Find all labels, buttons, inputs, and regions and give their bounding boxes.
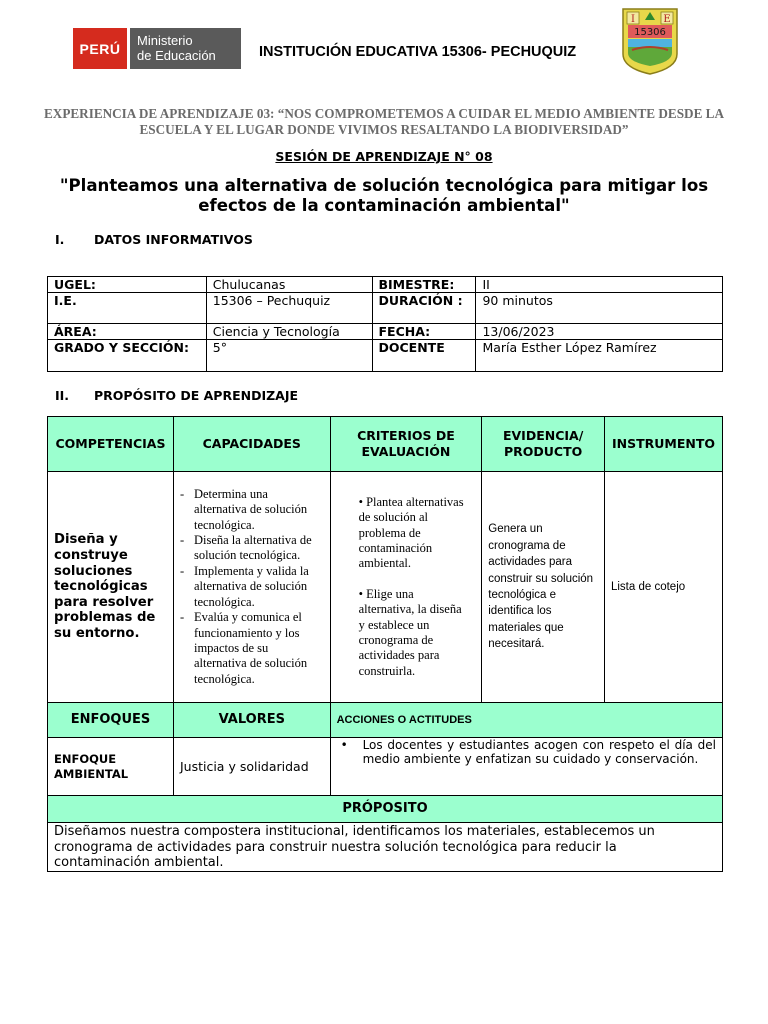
- minedu-logo: [73, 28, 241, 69]
- section-1-label: DATOS INFORMATIVOS: [94, 232, 253, 247]
- capacidad-item: - Evalúa y comunica el funcionamiento y los impactos de su alternativa de solución tecnológica.: [180, 610, 324, 687]
- accion-item: • Los docentes y estudiantes acogen con respeto el día del medio ambiente y enfatizan su cuidado y conservación.: [340, 738, 716, 766]
- session-title: SESIÓN DE APRENDIZAJE N° 08: [275, 149, 493, 164]
- bimestre-value: II: [476, 277, 723, 293]
- capacidad-text: Determina una alternativa de solución tecnológica.: [193, 486, 308, 532]
- competencia-cell: Diseña y construye soluciones tecnológicas para resolver problemas de su entorno.: [48, 472, 174, 703]
- experience-title: EXPERIENCIA DE APRENDIZAJE 03: “NOS COMPROMETEMOS A CUIDAR EL MEDIO AMBIENTE DESDE LA ESCUELA Y EL LUGAR DONDE VIVIMOS RESALTANDO LA BIODIVERSIDAD”: [44, 106, 724, 137]
- capacidad-item: - Diseña la alternativa de solución tecnológica.: [180, 533, 324, 564]
- ministry-line-2: de Educación: [137, 48, 216, 63]
- criterio-item: • Plantea alternativas de solución al problema de contaminación ambiental.: [358, 494, 464, 571]
- grado-value: 5°: [206, 340, 372, 372]
- fecha-label: FECHA:: [372, 324, 476, 340]
- header-capacidades: CAPACIDADES: [173, 417, 330, 472]
- capacidad-text: Evalúa y comunica el funcionamiento y los impactos de su alternativa de solución tecnológica.: [193, 610, 308, 686]
- header-valores: VALORES: [173, 703, 330, 738]
- bimestre-label: BIMESTRE:: [372, 277, 476, 293]
- docente-label: DOCENTE: [372, 340, 476, 372]
- header-proposito: PRÓPOSITO: [48, 796, 723, 823]
- ugel-value: Chulucanas: [206, 277, 372, 293]
- school-crest-icon: [620, 6, 680, 76]
- ie-label: I.E.: [48, 293, 207, 324]
- duracion-value: 90 minutos: [476, 293, 723, 324]
- criterios-cell: [330, 472, 482, 703]
- grado-label: GRADO Y SECCIÓN:: [48, 340, 207, 372]
- header-competencias: COMPETENCIAS: [48, 417, 174, 472]
- section-2-label: PROPÓSITO DE APRENDIZAJE: [94, 388, 299, 403]
- accion-text: Los docentes y estudiantes acogen con respeto el día del medio ambiente y enfatizan su cuidado y conservación.: [362, 738, 716, 766]
- ministry-line-1: Ministerio: [137, 33, 193, 48]
- crest-letter-i: I: [631, 14, 635, 25]
- institution-title: INSTITUCIÓN EDUCATIVA 15306- PECHUQUIZ: [259, 44, 577, 60]
- crest-number: 15306: [634, 27, 666, 38]
- capacidad-text: Implementa y valida la alternativa de solución tecnológica.: [193, 563, 309, 609]
- fecha-value: 13/06/2023: [476, 324, 723, 340]
- capacidad-item: - Implementa y valida la alternativa de solución tecnológica.: [180, 564, 324, 610]
- capacidades-cell: [173, 472, 330, 703]
- duracion-label: DURACIÓN :: [372, 293, 476, 324]
- header-evidencia: EVIDENCIA/ PRODUCTO: [482, 417, 605, 472]
- section-2-heading: [55, 388, 298, 403]
- docente-value: María Esther López Ramírez: [476, 340, 723, 372]
- peru-label: PERÚ: [73, 28, 127, 69]
- proposito-cell: Diseñamos nuestra compostera institucional, identificamos los materiales, establecemos un cronograma de actividades para construir nuestra solución tecnológica para reducir la contaminación ambiental.: [48, 823, 723, 872]
- section-2-number: II.: [55, 388, 70, 403]
- capacidad-item: - Determina una alternativa de solución tecnológica.: [180, 487, 324, 533]
- enfoque-cell: ENFOQUE AMBIENTAL: [48, 738, 174, 796]
- header-criterios: CRITERIOS DE EVALUACIÓN: [330, 417, 482, 472]
- accion-cell: [330, 738, 722, 796]
- ugel-label: UGEL:: [48, 277, 207, 293]
- lesson-title: "Planteamos una alternativa de solución tecnológica para mitigar los efectos de la contaminación ambiental": [59, 176, 709, 215]
- capacidad-text: Diseña la alternativa de solución tecnológica.: [193, 533, 312, 563]
- header-instrumento: INSTRUMENTO: [604, 417, 722, 472]
- section-1-number: I.: [55, 232, 65, 247]
- crest-letter-e: E: [663, 14, 671, 25]
- ministry-name: [130, 28, 241, 69]
- evidencia-cell: Genera un cronograma de actividades para construir su solución tecnológica e identifica los materiales que necesitará.: [482, 472, 605, 703]
- header-acciones: ACCIONES O ACTITUDES: [330, 703, 722, 738]
- info-table: [47, 276, 723, 372]
- criterio-item: • Elige una alternativa, la diseña y establece un cronograma de actividades para construirla.: [358, 586, 462, 678]
- purpose-table: [47, 416, 723, 872]
- ie-value: 15306 – Pechuquiz: [206, 293, 372, 324]
- valor-cell: Justicia y solidaridad: [173, 738, 330, 796]
- header-enfoques: ENFOQUES: [48, 703, 174, 738]
- instrumento-cell: Lista de cotejo: [604, 472, 722, 703]
- area-label: ÁREA:: [48, 324, 207, 340]
- area-value: Ciencia y Tecnología: [206, 324, 372, 340]
- section-1-heading: [55, 232, 253, 247]
